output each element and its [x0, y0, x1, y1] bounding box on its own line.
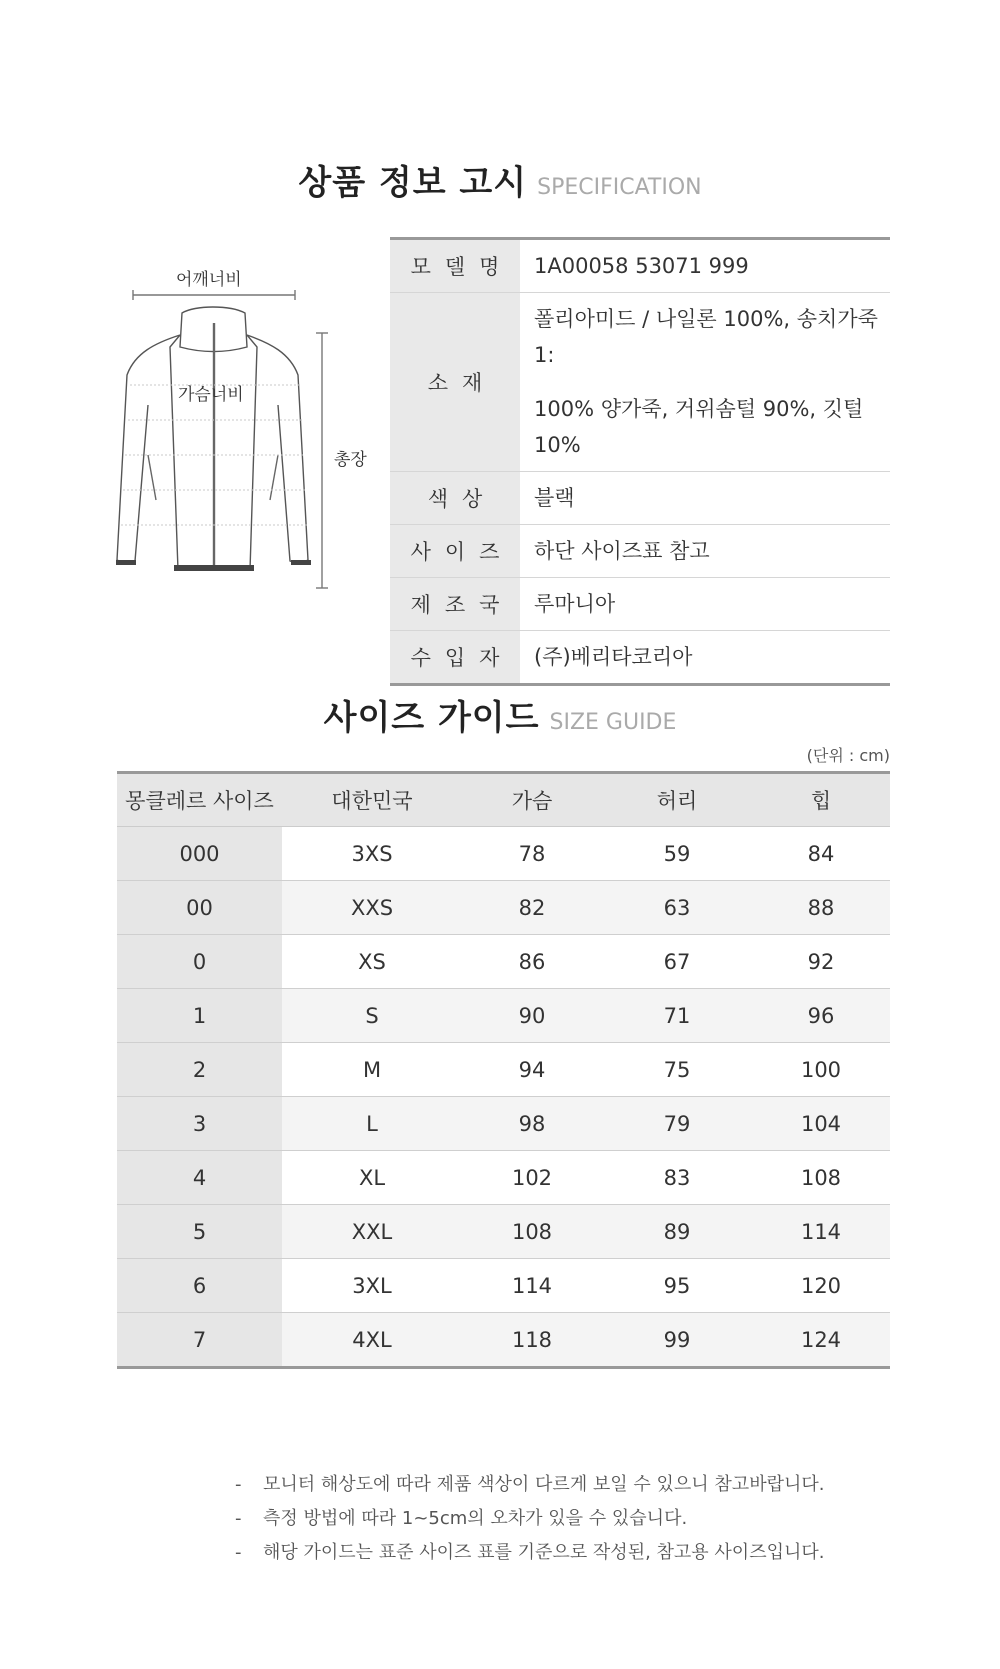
table-row: [117, 881, 890, 935]
note-text: 해당 가이드는 표준 사이즈 표를 기준으로 작성된, 참고용 사이즈입니다.: [263, 1542, 825, 1563]
table-cell: XXS: [282, 881, 462, 935]
table-row: [117, 989, 890, 1043]
table-cell: 94: [462, 1043, 602, 1097]
table-cell: 71: [602, 989, 752, 1043]
table-cell: 63: [602, 881, 752, 935]
chest-label: 가슴너비: [178, 385, 244, 405]
spec-row-model: [390, 240, 890, 293]
table-cell: 102: [462, 1151, 602, 1205]
table-cell: 6: [117, 1259, 282, 1313]
table-cell: XXL: [282, 1205, 462, 1259]
table-cell: 84: [752, 827, 890, 881]
table-cell: 88: [752, 881, 890, 935]
spec-row-material: [390, 293, 890, 472]
table-cell: 100: [752, 1043, 890, 1097]
size-title-en: SIZE GUIDE: [549, 710, 677, 735]
table-cell: 118: [462, 1313, 602, 1368]
size-table-header: [117, 773, 890, 827]
spec-key: 소재: [390, 293, 520, 471]
spec-value-line: 100% 양가죽, 거위솜털 90%, 깃털 10%: [534, 397, 864, 457]
table-cell: XL: [282, 1151, 462, 1205]
table-cell: 89: [602, 1205, 752, 1259]
table-cell: 99: [602, 1313, 752, 1368]
table-cell: 124: [752, 1313, 890, 1368]
spec-value: [520, 631, 890, 683]
length-label: 총장: [334, 450, 367, 470]
table-cell: 5: [117, 1205, 282, 1259]
table-cell: 92: [752, 935, 890, 989]
table-cell: M: [282, 1043, 462, 1097]
spec-table: [390, 237, 890, 686]
table-cell: 108: [462, 1205, 602, 1259]
spec-value: [520, 240, 890, 292]
table-row: [117, 1151, 890, 1205]
spec-value: [520, 293, 890, 471]
table-cell: 108: [752, 1151, 890, 1205]
spec-value: [520, 525, 890, 577]
table-cell: 67: [602, 935, 752, 989]
table-row: [117, 1259, 890, 1313]
table-cell: 4XL: [282, 1313, 462, 1368]
table-cell: 3XS: [282, 827, 462, 881]
table-cell: 75: [602, 1043, 752, 1097]
spec-value: [520, 578, 890, 630]
spec-value-line: 하단 사이즈표 참고: [534, 539, 710, 563]
dash-marker: -: [235, 1474, 242, 1495]
spec-value-line: 1A00058 53071 999: [534, 254, 749, 278]
table-row: [117, 1205, 890, 1259]
table-cell: 00: [117, 881, 282, 935]
table-cell: 79: [602, 1097, 752, 1151]
table-cell: 90: [462, 989, 602, 1043]
dash-marker: -: [235, 1542, 242, 1563]
dash-marker: -: [235, 1508, 242, 1529]
jacket-outline-icon: [100, 265, 385, 600]
jacket-diagram: [100, 265, 385, 600]
shoulder-label: 어깨너비: [176, 270, 242, 290]
spec-row-importer: [390, 631, 890, 683]
list-item: [235, 1502, 935, 1536]
note-text: 모니터 해상도에 따라 제품 색상이 다르게 보일 수 있으니 참고바랍니다.: [263, 1474, 825, 1495]
table-cell: 2: [117, 1043, 282, 1097]
spec-key: 수입자: [390, 631, 520, 683]
unit-label: (단위 : cm): [806, 746, 890, 765]
table-cell: 000: [117, 827, 282, 881]
table-cell: 120: [752, 1259, 890, 1313]
list-item: [235, 1536, 935, 1570]
table-row: [117, 935, 890, 989]
table-cell: 4: [117, 1151, 282, 1205]
header-cell: 가슴: [462, 773, 602, 827]
table-cell: 86: [462, 935, 602, 989]
table-cell: L: [282, 1097, 462, 1151]
table-cell: 114: [752, 1205, 890, 1259]
spec-value-line: 폴리아미드 / 나일론 100%, 송치가죽 1:: [534, 307, 878, 367]
table-cell: 95: [602, 1259, 752, 1313]
table-cell: 7: [117, 1313, 282, 1368]
spec-key: 색상: [390, 472, 520, 524]
note-text: 측정 방법에 따라 1~5cm의 오차가 있을 수 있습니다.: [263, 1508, 688, 1529]
table-row: [117, 827, 890, 881]
spec-title-en: SPECIFICATION: [537, 175, 702, 200]
table-cell: 3XL: [282, 1259, 462, 1313]
size-guide-title: [0, 690, 1000, 739]
table-cell: 114: [462, 1259, 602, 1313]
spec-key: 모델명: [390, 240, 520, 292]
size-title-ko: 사이즈 가이드: [323, 698, 540, 738]
spec-value-line: (주)베리타코리아: [534, 645, 693, 669]
table-cell: 83: [602, 1151, 752, 1205]
spec-row-color: [390, 472, 890, 525]
table-cell: 3: [117, 1097, 282, 1151]
spec-key: 제조국: [390, 578, 520, 630]
table-cell: 104: [752, 1097, 890, 1151]
table-cell: XS: [282, 935, 462, 989]
table-cell: 1: [117, 989, 282, 1043]
spec-value-line: 블랙: [534, 486, 575, 510]
header-cell: 대한민국: [282, 773, 462, 827]
spec-value-line: 루마니아: [534, 592, 616, 616]
table-cell: 96: [752, 989, 890, 1043]
notes-list: [235, 1468, 935, 1570]
table-cell: 82: [462, 881, 602, 935]
spec-key: 사이즈: [390, 525, 520, 577]
header-cell: 힙: [752, 773, 890, 827]
table-row: [117, 1043, 890, 1097]
table-row: [117, 1313, 890, 1368]
table-row: [117, 1097, 890, 1151]
header-cell: 몽클레르 사이즈: [117, 773, 282, 827]
table-cell: 78: [462, 827, 602, 881]
header-cell: 허리: [602, 773, 752, 827]
size-table: [117, 771, 890, 1369]
table-cell: 59: [602, 827, 752, 881]
table-cell: S: [282, 989, 462, 1043]
spec-value: [520, 472, 890, 524]
spec-row-size: [390, 525, 890, 578]
spec-row-origin: [390, 578, 890, 631]
spec-title-ko: 상품 정보 고시: [298, 163, 528, 203]
spec-title: [0, 155, 1000, 204]
table-cell: 0: [117, 935, 282, 989]
list-item: [235, 1468, 935, 1502]
table-cell: 98: [462, 1097, 602, 1151]
